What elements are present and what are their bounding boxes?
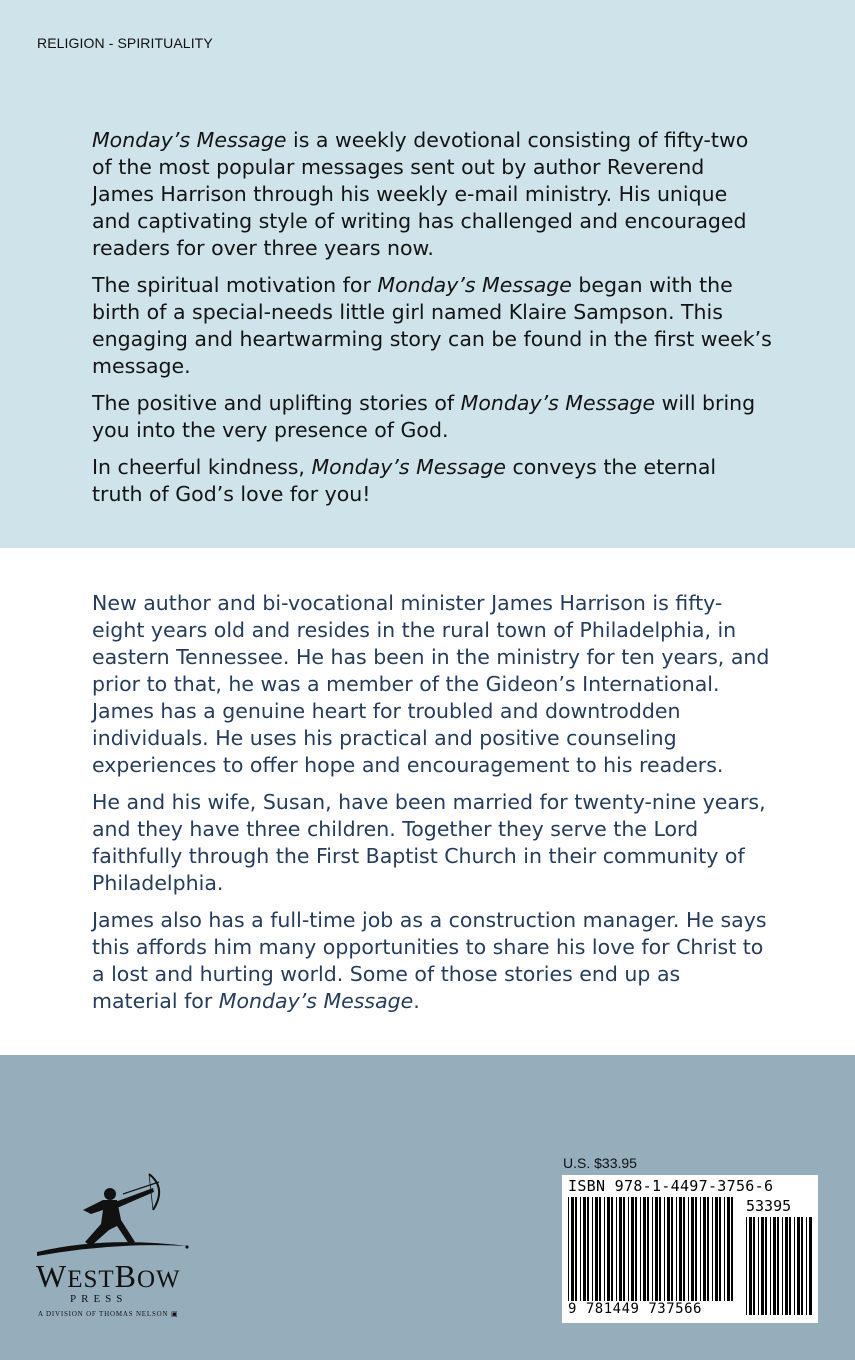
bio-paragraph: New author and bi-vocational minister James Harrison is fifty-eight years old and resides in the rural town of Philadelphia, in eastern Tennessee. He has been in the ministry for ten years, and prior to that, he was a member of the Gideon’s International. James has a genuine heart for troubled and downtrodden individuals. He uses his practical and positive counseling experiences to offer hope and encouragement to his readers. [92, 591, 770, 777]
barcode-bar [761, 1217, 764, 1315]
barcode-bar [758, 1217, 759, 1315]
barcode-bar [765, 1217, 767, 1315]
isbn-barcode [562, 1175, 818, 1323]
book-title-italic: Monday’s Message [92, 128, 287, 152]
publisher-letters: EST [67, 1266, 115, 1293]
barcode-bar [643, 1197, 646, 1301]
barcode-bar [623, 1197, 625, 1301]
paragraph-text: The spiritual motivation for [92, 273, 378, 297]
barcode-bar [688, 1197, 689, 1301]
barcode-bar [568, 1197, 569, 1301]
category-label: RELIGION - SPIRITUALITY [37, 35, 213, 51]
barcode-bar [652, 1197, 653, 1301]
barcode-bar [667, 1197, 670, 1301]
addon-barcode-bars [746, 1217, 812, 1315]
barcode-bar [724, 1197, 725, 1301]
description-paragraph [92, 454, 772, 508]
barcode-bar [655, 1197, 658, 1301]
description-paragraph [92, 272, 772, 380]
book-title-italic: Monday’s Message [377, 273, 572, 297]
barcode-bar [695, 1197, 697, 1301]
barcode-bar [664, 1197, 665, 1301]
publisher-letters: OW [137, 1266, 181, 1293]
barcode-bar [749, 1217, 752, 1315]
ean-barcode-bars [568, 1197, 738, 1301]
barcode-bar [707, 1197, 709, 1301]
thomas-nelson-icon: ▣ [170, 1310, 179, 1318]
barcode-bar [809, 1217, 812, 1315]
barcode-bar [580, 1197, 581, 1301]
publisher-press: PRESS [70, 1293, 128, 1305]
barcode-bar [671, 1197, 673, 1301]
paragraph-text: The positive and uplifting stories of [92, 391, 461, 415]
barcode-bar [785, 1217, 788, 1315]
barcode-bar [789, 1217, 791, 1315]
barcode-bar [801, 1217, 803, 1315]
barcode-bar [773, 1217, 776, 1315]
barcode-bar [592, 1197, 593, 1301]
barcode-bar [583, 1197, 586, 1301]
book-title-italic: Monday’s Message [460, 391, 656, 415]
book-title-italic: Monday’s Message [218, 989, 414, 1013]
barcode-bar [719, 1197, 721, 1301]
division-text: A DIVISION OF THOMAS NELSON [38, 1310, 169, 1318]
barcode-bar [659, 1197, 661, 1301]
barcode-bar [794, 1217, 795, 1315]
barcode-bar [575, 1197, 577, 1301]
barcode-bar [746, 1217, 747, 1315]
barcode-bar [770, 1217, 771, 1315]
barcode-bar [640, 1197, 641, 1301]
barcode-bar [703, 1197, 706, 1301]
barcode-bar [616, 1197, 617, 1301]
barcode-bar [628, 1197, 629, 1301]
publisher-letter: W [36, 1258, 68, 1294]
barcode-bar [731, 1197, 733, 1301]
barcode-bar [679, 1197, 682, 1301]
book-title-italic: Monday’s Message [311, 455, 506, 479]
ean-digits: 9 781449 737566 [568, 1301, 702, 1317]
description-paragraph [92, 127, 772, 262]
bio-paragraph [92, 907, 772, 1015]
publisher-name [36, 1258, 181, 1295]
barcode-bar [715, 1197, 718, 1301]
barcode-bar [631, 1197, 634, 1301]
paragraph-text: In cheerful kindness, [92, 455, 312, 479]
barcode-bar [611, 1197, 613, 1301]
barcode-bar [712, 1197, 713, 1301]
barcode-bar [683, 1197, 685, 1301]
isbn-number: ISBN 978-1-4497-3756-6 [568, 1177, 774, 1195]
paragraph-text: James also has a full-time job as a construction manager. He says this affords him many opportunities to share his love for Christ to a lost and hurting world. Some of those stories end up as material for [92, 908, 767, 1013]
barcode-bar [607, 1197, 610, 1301]
price-label: U.S. $33.95 [563, 1155, 637, 1171]
description-paragraph [92, 390, 772, 444]
barcode-bar [635, 1197, 637, 1301]
barcode-bar [806, 1217, 807, 1315]
barcode-bar [691, 1197, 694, 1301]
bio-paragraph: He and his wife, Susan, have been married for twenty-nine years, and they have three children. Together they serve the Lord faithfully through the First Baptist Church in their community of Philadelphia. [92, 790, 766, 895]
paragraph-text: . [413, 989, 420, 1013]
barcode-bar [700, 1197, 701, 1301]
barcode-bar [647, 1197, 649, 1301]
paragraph-text: is a weekly devotional consisting of fifty-two of the most popular messages sent out by author Reverend James Harrison through his weekly e-mail ministry. His unique and captivating style of writing has challenged and encouraged readers for over three years now. [92, 128, 749, 260]
barcode-bar [571, 1197, 574, 1301]
barcode-bar [604, 1197, 605, 1301]
barcode-bar [782, 1217, 783, 1315]
barcode-bar [727, 1197, 730, 1301]
paragraph-text: began with the birth of a special-needs little girl named Klaire Sampson. This engaging and heartwarming story can be found in the first week’s message. [92, 273, 772, 378]
barcode-bar [797, 1217, 800, 1315]
barcode-bar [753, 1217, 755, 1315]
barcode-bar [676, 1197, 677, 1301]
publisher-letter: B [114, 1258, 137, 1294]
book-description [92, 127, 772, 518]
barcode-bar [619, 1197, 622, 1301]
westbow-archer-logo-icon [35, 1170, 195, 1330]
publisher-division [38, 1310, 178, 1318]
paragraph-text: will bring you into the very presence of God. [92, 391, 756, 442]
barcode-bar [599, 1197, 601, 1301]
author-bio [92, 590, 772, 1025]
barcode-bar [777, 1217, 779, 1315]
price-addon-code: 53395 [746, 1197, 792, 1215]
barcode-bar [595, 1197, 598, 1301]
paragraph-text: conveys the eternal truth of God’s love for you! [92, 455, 717, 506]
barcode-bar [587, 1197, 589, 1301]
